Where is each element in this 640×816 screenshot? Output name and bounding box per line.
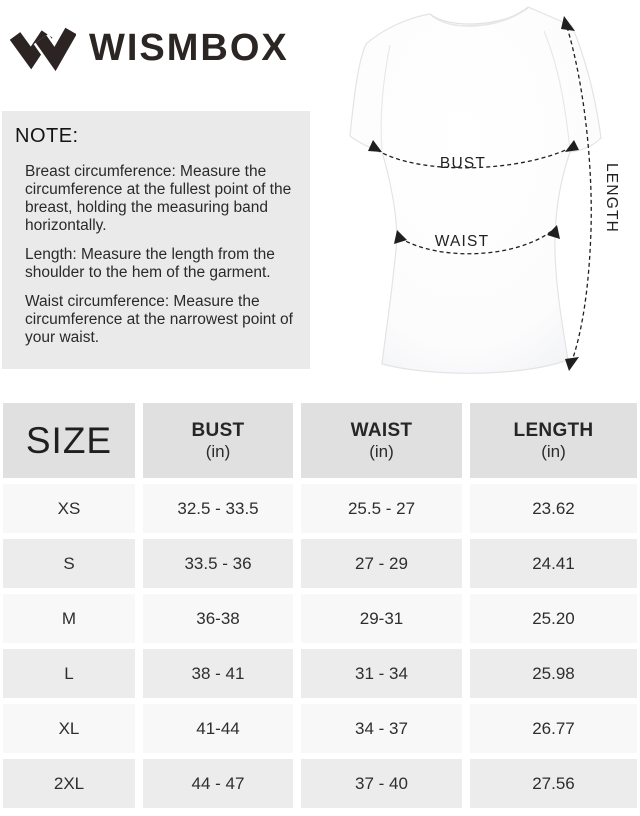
size-cell-xl: XL [3, 704, 135, 753]
size-cell-2xl: 2XL [3, 759, 135, 808]
length-arrow-top-icon [561, 16, 575, 31]
bust-cell-m: 36-38 [143, 594, 293, 643]
column-header-size-label: SIZE [25, 419, 113, 461]
size-cell-xs: XS [3, 484, 135, 533]
column-header-length-unit: (in) [541, 441, 566, 461]
length-cell-m: 25.20 [470, 594, 637, 643]
brand-header [10, 24, 289, 72]
note-box [2, 111, 310, 369]
column-header-waist-unit: (in) [369, 441, 394, 461]
waist-cell-xs: 25.5 - 27 [301, 484, 462, 533]
size-cell-l: L [3, 649, 135, 698]
size-table [3, 403, 637, 808]
waist-cell-m: 29-31 [301, 594, 462, 643]
length-cell-xl: 26.77 [470, 704, 637, 753]
waist-cell-xl: 34 - 37 [301, 704, 462, 753]
length-arrow-bottom-icon [565, 357, 579, 371]
length-cell-2xl: 27.56 [470, 759, 637, 808]
bust-cell-xs: 32.5 - 33.5 [143, 484, 293, 533]
note-paragraph-length: Length: Measure the length from the shoulder to the hem of the garment. [25, 246, 275, 281]
column-header-length [470, 403, 637, 478]
column-header-bust [143, 403, 293, 478]
column-header-bust-unit: (in) [205, 441, 231, 461]
column-header-length-label: LENGTH [513, 419, 594, 441]
shirt-illustration [320, 0, 640, 395]
tee-body [350, 7, 601, 373]
waist-cell-s: 27 - 29 [301, 539, 462, 588]
bust-cell-xl: 41-44 [143, 704, 293, 753]
brand-logo-icon [10, 24, 76, 72]
column-header-size [3, 403, 135, 478]
bust-cell-2xl: 44 - 47 [143, 759, 293, 808]
shirt-measurement-diagram [320, 0, 640, 395]
size-cell-m: M [3, 594, 135, 643]
bust-cell-s: 33.5 - 36 [143, 539, 293, 588]
waist-measure-label: WAIST [434, 233, 490, 250]
bust-measure-label: BUST [439, 155, 487, 172]
length-cell-l: 25.98 [470, 649, 637, 698]
length-measure-label: LENGTH [603, 162, 620, 234]
column-header-bust-label: BUST [191, 419, 245, 441]
waist-cell-2xl: 37 - 40 [301, 759, 462, 808]
bust-cell-l: 38 - 41 [143, 649, 293, 698]
length-cell-xs: 23.62 [470, 484, 637, 533]
length-cell-s: 24.41 [470, 539, 637, 588]
column-header-waist [301, 403, 462, 478]
column-header-waist-label: WAIST [350, 419, 413, 441]
note-paragraph-waist: Waist circumference: Measure the circumference at the narrowest point of your waist. [25, 293, 293, 346]
note-paragraph-bust: Breast circumference: Measure the circumference at the fullest point of the breast, holding the measuring band horizontally. [25, 163, 292, 234]
brand-wordmark: WISMBOX [89, 26, 289, 69]
size-cell-s: S [3, 539, 135, 588]
waist-cell-l: 31 - 34 [301, 649, 462, 698]
note-title: NOTE: [15, 125, 79, 147]
